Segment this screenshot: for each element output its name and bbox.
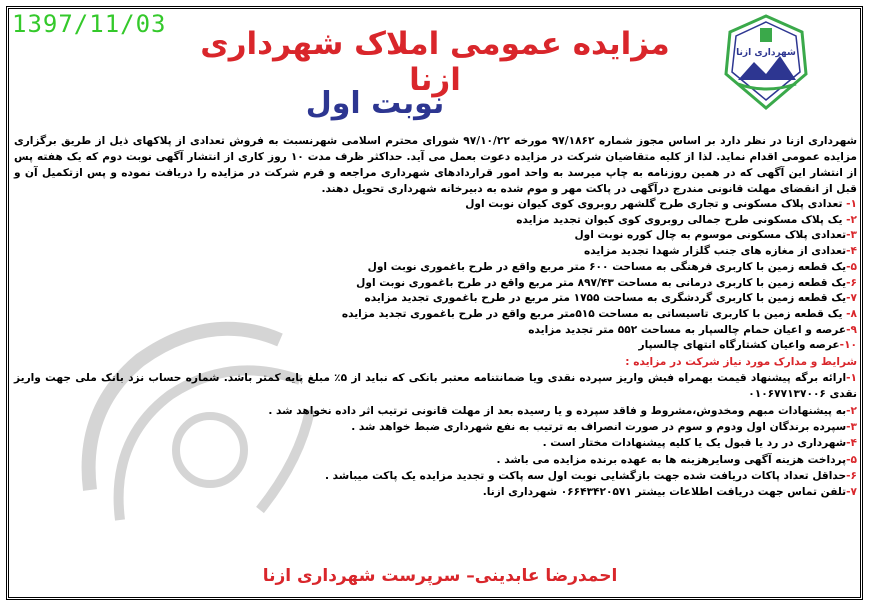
list-item: ۵-یک قطعه زمین با کاربری فرهنگی به مساحت ۶۰۰ متر مربع واقع در طرح باغموری نوبت اول (367, 260, 857, 273)
list-item: ۴-تعدادی از مغازه های جنب گلزار شهدا تجدید مزایده (584, 245, 857, 258)
list-item: ۵-پرداخت هزینه آگهی وسایرهزینه ها به عهده برنده مزایده می باشد . (496, 453, 857, 466)
list-item: ۲- یک پلاک مسکونی طرح جمالی روبروی کوی کیوان تجدید مزایده (516, 213, 857, 226)
date-stamp: 1397/11/03 (12, 10, 167, 38)
page-subtitle: نوبت اول (305, 86, 445, 121)
list-item: ۴-شهرداری در رد یا قبول یک یا کلیه پیشنهادات مختار است . (542, 437, 857, 450)
list-item: ۲-به پیشنهادات مبهم ومخدوش،مشروط و فاقد سپرده و یا رسیده بعد از مهلت قانونی ترتیب اثر داده نخواهد شد . (268, 404, 857, 417)
list-item: ۶-حداقل تعداد پاکات دریافت شده جهت بازگشایی نوبت اول سه پاکت و تجدید مزایده یک پاکت میباشد . (324, 469, 857, 482)
intro-paragraph: شهرداری ازنا در نظر دارد بر اساس مجوز شماره ۹۷/۱۸۶۲ مورخه ۹۷/۱۰/۲۲ شورای محترم اسلامی شهرنسبت به فروش تعدادی از پلاکهای ذیل از طریق برگزاری مزایده عمومی اقدام نماید. لذا از کلیه متقاضیان شرکت در مزایده دعوت بعمل می آید. حداکثر ظرف مدت ۱۰ روز کاری از انتشار آگهی نوبت دوم که یک هفته پس از انتشار این آگهی که در همین روزنامه به چاپ میرسد به واحد امور قراردادهای شهرداری مراجعه و فرم شرکت در مزایده را دریافت نموده و پس ازتکمیل آن و قبل از انقضای مهلت قانونی مندرج درآگهی در پاکت مهر و موم شده به دبیرخانه شهرداری تحویل دهند. (14, 135, 857, 195)
list-item: ۱۰-عرصه واعیان کشتارگاه انتهای چالسپار (638, 339, 857, 352)
municipality-logo-icon (722, 12, 810, 112)
list-item: ۷-یک قطعه زمین با کاربری گردشگری به مساحت ۱۷۵۵ متر مربع در طرح باغموری تجدید مزایده (364, 292, 857, 305)
list-item: ۷-تلفن تماس جهت دریافت اطلاعات بیشتر ۰۶۶۴۳۴۲۰۵۷۱ شهرداری ازنا. (482, 486, 857, 499)
conditions-list (14, 370, 857, 500)
list-item: ۶-یک قطعه زمین با کاربری درمانی به مساحت ۸۹۷/۴۳ متر مربع واقع در طرح باغموری نوبت اول (356, 276, 857, 289)
notice-body (14, 133, 857, 500)
list-item: ۸- یک قطعه زمین با کاربری تاسیساتی به مساحت ۵۱۵متر مربع واقع در طرح باغموری تجدید مزایده (341, 307, 857, 320)
list-item: ۱-ارائه برگه پیشنهاد قیمت بهمراه فیش واریز سپرده نقدی ویا ضمانتنامه معتبر بانکی که نباید از ۵٪ مبلغ پایه کمتر باشد. شماره حساب نزد بانک ملی جهت واریز نقدی ۰۱۰۶۷۷۱۳۷۰۰۶ (14, 372, 857, 401)
conditions-title: شرایط و مدارک مورد نیاز شرکت در مزایده : (625, 356, 857, 369)
signature: احمدرضا عابدینی– سرپرست شهرداری ازنا (262, 566, 618, 586)
list-item: ۱- تعدادی پلاک مسکونی و تجاری طرح گلشهر روبروی کوی کیوان نوبت اول (465, 198, 857, 210)
list-item: ۹-عرصه و اعیان حمام چالسپار به مساحت ۵۵۲ متر تجدید مزایده (528, 323, 857, 336)
page-title: مزایده عمومی املاک شهرداری ازنا (200, 26, 670, 98)
logo-text: شهرداری ازنا (736, 48, 796, 58)
list-item: ۳-تعدادی پلاک مسکونی موسوم به چال کوره نوبت اول (574, 229, 857, 242)
property-list (14, 197, 857, 354)
list-item: ۳-سپرده برندگان اول ودوم و سوم در صورت انصراف به ترتیب به نفع شهرداری ضبط خواهد شد . (351, 420, 857, 433)
